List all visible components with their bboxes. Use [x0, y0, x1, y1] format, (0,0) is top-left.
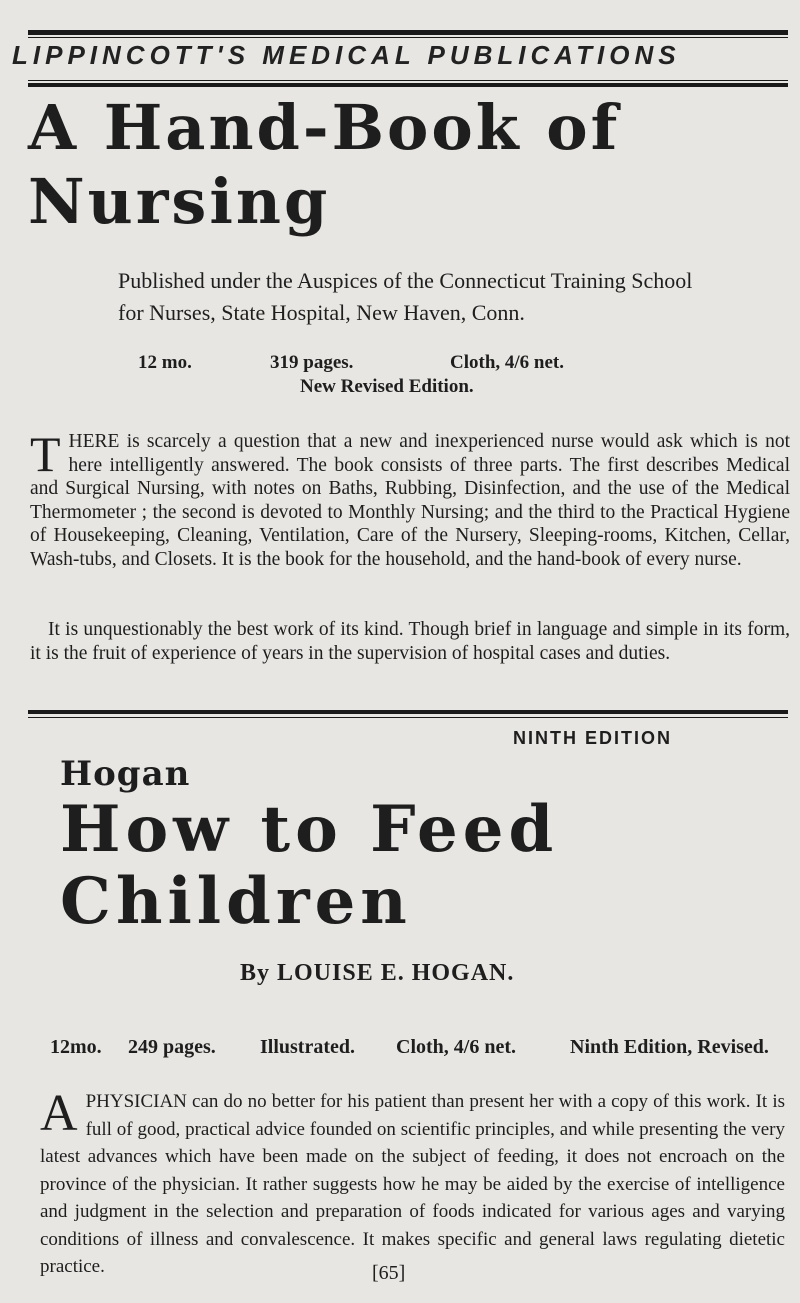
book1-pages: 319 pages. — [270, 352, 354, 373]
header-rule-thick — [28, 83, 788, 87]
book2-pages: 249 pages. — [128, 1036, 216, 1058]
book2-dropcap: A — [40, 1085, 78, 1142]
book1-format: 12 mo. — [138, 352, 192, 373]
book1-price: Cloth, 4/6 net. — [450, 352, 564, 373]
top-rule-thin — [28, 37, 788, 38]
book2-title-line2: Children — [60, 864, 412, 939]
book1-published-line1: Published under the Auspices of the Connecticut Training School — [118, 268, 693, 293]
book2-title-line1: How to Feed — [60, 792, 559, 867]
book2-description — [40, 1085, 785, 1281]
book2-byline: By LOUISE E. HOGAN. — [240, 960, 515, 986]
header-rule-thin — [28, 80, 788, 81]
book1-description2: It is unquestionably the best work of its kind. Though brief in language and simple in its form, it is the fruit of experience of years in the supervision of hospital cases and duties. — [30, 619, 790, 664]
book1-dropcap: T — [30, 426, 61, 482]
book2-description-text: PHYSICIAN can do no better for his patient than present her with a copy of this work. It is full of good, practical advice founded on scientific principles, and while presenting the very latest advances which have been made on the subject of feeding, it does not encroach on the province of the physician. It rather suggests how he may be aided by the exercise of intelligence and judgment in the selection and preparation of foods indicated for various ages and varying conditions of illness and convalescence. It makes specific and general laws regulating dietetic practice. — [40, 1091, 785, 1277]
book2-format: 12mo. — [50, 1036, 102, 1058]
book2-edition-label: NINTH EDITION — [513, 728, 672, 748]
book1-description-text: HERE is scarcely a question that a new and inexperienced nurse would ask which is not here intelligently answered. The book consists of three parts. The first describes Medical and Surgical Nursing, with notes on Baths, Rubbing, Disinfection, and the use of the Medical Thermometer ; the second is devoted to Monthly Nursing; and the third to the Practical Hygiene of Housekeeping, Cleaning, Ventilation, Care of the Nursery, Sleeping-rooms, Kitchen, Cellar, Wash-tubs, and Closets. It is the book for the household, and the hand-book of every nurse. — [30, 431, 790, 570]
book2-edition: Ninth Edition, Revised. — [570, 1036, 769, 1058]
series-header: LIPPINCOTT'S MEDICAL PUBLICATIONS — [12, 40, 681, 70]
book2-price: Cloth, 4/6 net. — [396, 1036, 516, 1058]
book1-published-line2: for Nurses, State Hospital, New Haven, Conn. — [118, 300, 525, 325]
book2-illustrated: Illustrated. — [260, 1036, 355, 1058]
book2-author-short: Hogan — [60, 754, 191, 794]
section-rule-thin — [28, 717, 788, 718]
book1-title-line1: A Hand-Book of — [28, 91, 621, 164]
book1-description — [30, 426, 790, 571]
page-number: [65] — [372, 1262, 406, 1284]
book1-edition: New Revised Edition. — [300, 376, 474, 397]
book1-title-line2: Nursing — [28, 165, 331, 238]
top-rule-thick — [28, 30, 788, 35]
section-rule-thick — [28, 710, 788, 714]
